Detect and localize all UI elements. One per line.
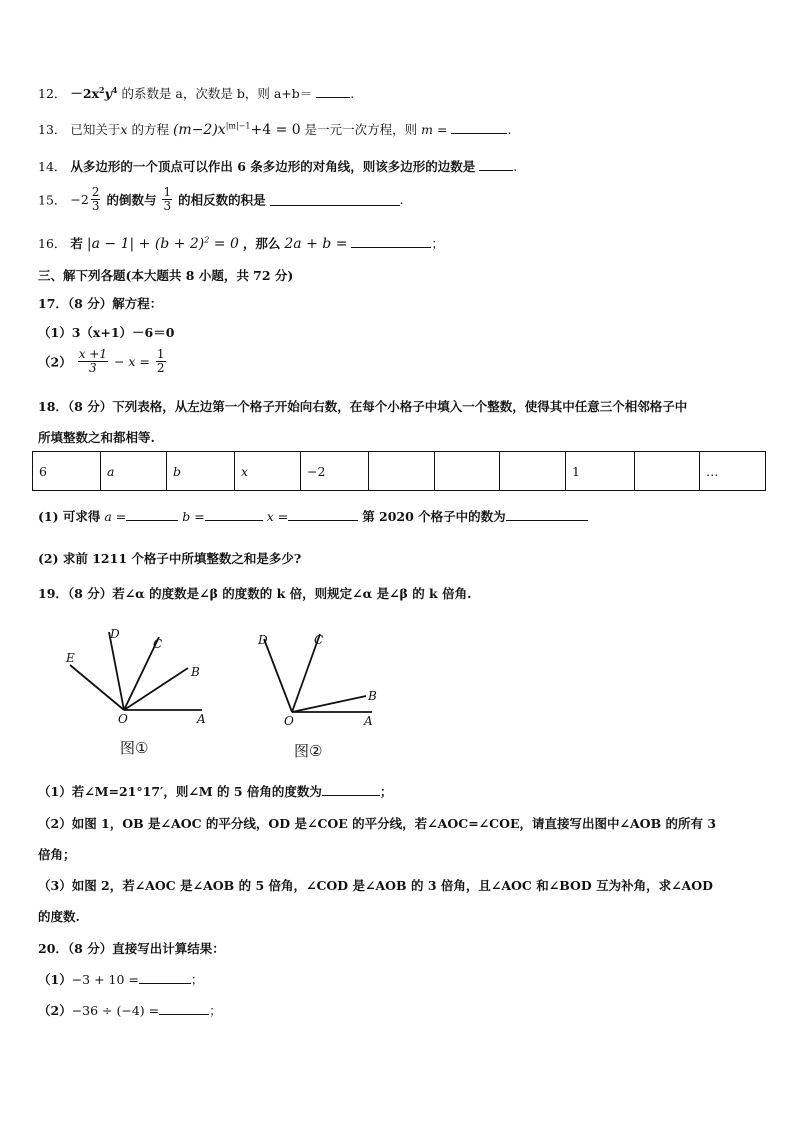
question-17-title: 17．（8 分）解方程：	[38, 296, 163, 311]
question-19-part-3a: （3）如图 2，若∠AOC 是∠AOB 的 5 倍角，∠COD 是∠AOB 的 3 倍角，且∠AOC 和∠BOD 互为补角，求∠AOD	[38, 878, 713, 893]
grid-cell[interactable]: …	[700, 452, 766, 491]
number-grid	[32, 451, 766, 491]
answer-blank[interactable]	[139, 971, 191, 984]
label-C: C	[153, 637, 163, 651]
grid-cell[interactable]: a	[101, 452, 167, 491]
grid-cell[interactable]	[435, 452, 500, 491]
question-15: 15． −2 $\frac{2}{3}$ 的倒数与 $\frac{1}{3}$ 的相反数的积是 .	[38, 185, 404, 213]
label-E: E	[66, 651, 75, 665]
answer-blank[interactable]	[159, 1002, 209, 1015]
grid-cell[interactable]: x	[235, 452, 301, 491]
fraction: $\frac{2}{3}$	[91, 185, 100, 213]
ray-OD	[264, 639, 292, 712]
question-13: 13． 已知关于x 的方程 $(m-2)x^{|m|-1}+4 = 0$ 是一元一次方程，则 m = .	[38, 121, 512, 138]
section-title: 三、解下列各题(本大题共 8 小题，共 72 分)	[38, 268, 294, 283]
figure-2-caption: 图②	[294, 742, 323, 760]
question-text: 从多边形的一个顶点可以作出 6 条多边形的对角线，则该多边形的边数是	[70, 159, 476, 174]
equation: $(m-2)x^{|m|-1}+4 = 0$	[172, 121, 301, 138]
question-17-part-2: （2） $\frac{x +1}{3}$ − x = $\frac{1}{2}$	[38, 347, 165, 375]
label-O: O	[118, 712, 128, 726]
answer-blank[interactable]	[322, 783, 380, 796]
question-19-part-1: （1）若∠M=21°17′，则∠M 的 5 倍角的度数为 ；	[38, 784, 393, 799]
question-19-part-2a: （2）如图 1，OB 是∠AOC 的平分线，OD 是∠COE 的平分线，若∠AOC=∠COE，请直接写出图中∠AOB 的所有 3	[38, 816, 717, 831]
question-17-part-1: （1）3（x+1）－6＝0	[38, 325, 175, 340]
answer-blank[interactable]	[126, 508, 178, 521]
answer-blank[interactable]	[479, 158, 513, 171]
question-20-part-2: （2）−36 ÷ (−4) = ；	[38, 1003, 222, 1018]
label-O: O	[284, 714, 294, 728]
grid-cell[interactable]: 1	[566, 452, 635, 491]
figure-2	[250, 622, 390, 730]
label-D: D	[110, 627, 120, 641]
grid-cell[interactable]	[500, 452, 566, 491]
grid-cell[interactable]: b	[167, 452, 235, 491]
question-19-title: 19．（8 分）若∠α 的度数是∠β 的度数的 k 倍，则规定∠α 是∠β 的 k 倍角.	[38, 586, 472, 601]
label-B: B	[191, 665, 200, 679]
answer-blank[interactable]	[351, 235, 431, 248]
question-14: 14． 从多边形的一个顶点可以作出 6 条多边形的对角线，则该多边形的边数是 .	[38, 159, 518, 174]
question-text: 的系数是 a，次数是 b，则 a+b＝	[121, 86, 313, 101]
label-A: A	[197, 712, 206, 726]
grid-cell[interactable]	[635, 452, 700, 491]
answer-blank[interactable]	[205, 508, 263, 521]
label-C: C	[314, 633, 324, 647]
question-number: 12．	[38, 86, 67, 101]
question-16: 16． 若 $|a - 1| + (b + 2)^2 = 0$ ，那么 2a + b = ；	[38, 235, 444, 252]
question-19-part-3b: 的度数.	[38, 909, 80, 924]
label-B: B	[368, 689, 377, 703]
equation: $|a - 1| + (b + 2)^2 = 0$	[86, 235, 239, 252]
answer-blank[interactable]	[451, 121, 507, 134]
label-D: D	[258, 633, 268, 647]
answer-blank[interactable]	[288, 508, 358, 521]
expression: $-2x^2y^4$	[70, 84, 118, 101]
fraction: $\frac{1}{2}$	[156, 347, 165, 375]
grid-cell[interactable]: −2	[301, 452, 369, 491]
answer-blank[interactable]	[506, 508, 588, 521]
grid-cell[interactable]	[369, 452, 435, 491]
question-20-part-1: （1）−3 + 10 = ；	[38, 972, 204, 987]
answer-blank[interactable]	[316, 85, 350, 98]
question-19-part-2b: 倍角；	[38, 847, 76, 862]
question-number: 13．	[38, 122, 67, 137]
ray-OB	[292, 696, 366, 712]
figure-1-caption: 图①	[120, 739, 149, 757]
question-number: 16．	[38, 236, 67, 251]
question-number: 14．	[38, 159, 67, 174]
answer-blank[interactable]	[270, 193, 400, 206]
grid-cell[interactable]: 6	[33, 452, 101, 491]
question-20-title: 20．（8 分）直接写出计算结果：	[38, 941, 225, 956]
question-12: 12． $-2x^2y^4$ 的系数是 a，次数是 b，则 a+b＝ .	[38, 84, 355, 101]
question-18-line-1: 18．（8 分）下列表格，从左边第一个格子开始向右数，在每个小格子中填入一个整数，使得其中任意三个相邻格子中	[38, 399, 688, 414]
fraction: $\frac{x +1}{3}$	[78, 347, 107, 375]
label-A: A	[364, 714, 373, 728]
question-18-part-2: (2) 求前 1211 个格子中所填整数之和是多少?	[38, 551, 302, 566]
figure-1	[58, 622, 218, 730]
question-number: 15．	[38, 192, 67, 208]
question-18-part-1: (1) 可求得 a = b = x = 第 2020 个格子中的数为	[38, 507, 588, 525]
fraction: $\frac{1}{3}$	[163, 185, 172, 213]
question-18-line-2: 所填整数之和都相等.	[38, 430, 155, 445]
